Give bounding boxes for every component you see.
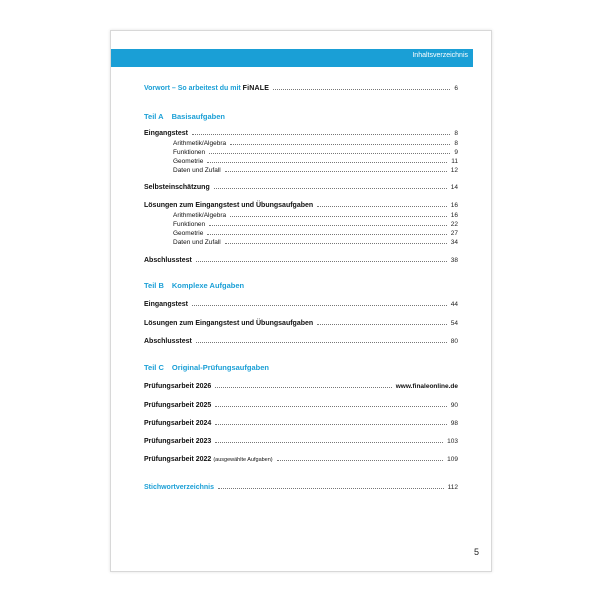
toc-page: 8 [454, 130, 458, 137]
header-bar [111, 49, 473, 67]
toc-label: Abschlusstest [144, 257, 192, 264]
toc-label: Prüfungsarbeit 2023 [144, 438, 212, 445]
leader-dots [207, 162, 447, 163]
header-title: Inhaltsverzeichnis [412, 52, 468, 59]
toc-entry-abschlusstest-a[interactable] [144, 254, 458, 264]
toc-label: Lösungen zum Eingangstest und Übungsaufgaben [144, 202, 314, 209]
leader-dots [209, 153, 450, 154]
toc-label: Prüfungsarbeit 2024 [144, 420, 212, 427]
leader-dots [196, 261, 447, 262]
toc-page: 8 [454, 140, 458, 147]
toc-entry-selbsteinschaetzung[interactable] [144, 181, 458, 191]
toc-page: 80 [450, 338, 458, 345]
toc-page: 16 [450, 212, 458, 219]
toc-label: Eingangstest [144, 130, 188, 137]
toc-page: 44 [450, 301, 458, 308]
toc-page: 22 [450, 221, 458, 228]
leader-dots [215, 424, 446, 425]
toc-label: Funktionen [173, 221, 206, 228]
toc-entry-stichwortverzeichnis[interactable] [144, 481, 458, 491]
leader-dots [192, 134, 450, 135]
leader-dots [277, 460, 444, 461]
toc-label: Lösungen zum Eingangstest und Übungsaufgaben [144, 320, 314, 327]
leader-dots [230, 216, 447, 217]
leader-dots [215, 406, 446, 407]
toc-entry-abschlusstest-b[interactable] [144, 335, 458, 345]
finale-logo: FiNALE [242, 85, 270, 92]
toc-page: 6 [454, 85, 458, 92]
toc-page: 14 [450, 184, 458, 191]
toc-label: Geometrie [173, 158, 204, 165]
leader-dots [192, 305, 447, 306]
toc-page: 54 [450, 320, 458, 327]
toc-subentry[interactable] [144, 236, 458, 246]
toc-entry-pruefung-2026[interactable] [144, 380, 458, 390]
toc-subentry[interactable] [144, 164, 458, 174]
toc-page: 12 [450, 167, 458, 174]
toc-page: 38 [450, 257, 458, 264]
leader-dots [218, 488, 444, 489]
section-title-teil-a: Teil A Basisaufgaben [144, 112, 225, 121]
toc-label: Eingangstest [144, 301, 188, 308]
leader-dots [215, 387, 391, 388]
toc-page-link[interactable]: www.finaleonline.de [395, 383, 458, 390]
toc-entry-pruefung-2022[interactable] [144, 453, 458, 463]
toc-label: Daten und Zufall [173, 239, 221, 246]
toc-label: Selbsteinschätzung [144, 184, 210, 191]
toc-entry-pruefung-2023[interactable] [144, 435, 458, 445]
toc-note: (ausgewählte Aufgaben) [213, 457, 273, 463]
toc-entry-pruefung-2025[interactable] [144, 399, 458, 409]
toc-label: Prüfungsarbeit 2026 [144, 383, 212, 390]
toc-page: 103 [447, 438, 458, 445]
toc-page: 109 [447, 456, 458, 463]
leader-dots [273, 89, 450, 90]
toc-page: 34 [450, 239, 458, 246]
leader-dots [225, 171, 447, 172]
leader-dots [317, 206, 447, 207]
toc-page: 11 [451, 158, 458, 165]
section-title-teil-b: Teil B Komplexe Aufgaben [144, 281, 245, 290]
leader-dots [317, 324, 447, 325]
toc-label: Arithmetik/Algebra [173, 212, 227, 219]
toc-entry-loesungen-b[interactable] [144, 317, 458, 327]
toc-page: 9 [454, 149, 458, 156]
section-title-teil-c: Teil C Original-Prüfungsaufgaben [144, 363, 269, 372]
toc-label: Geometrie [173, 230, 204, 237]
toc-entry-eingangstest-b[interactable] [144, 298, 458, 308]
leader-dots [209, 225, 447, 226]
toc-page: 27 [450, 230, 458, 237]
toc-entry-eingangstest-a[interactable] [144, 127, 458, 137]
toc-label: Prüfungsarbeit 2022 [144, 456, 212, 463]
leader-dots [215, 442, 443, 443]
leader-dots [196, 342, 447, 343]
toc-page: 112 [447, 484, 458, 491]
leader-dots [230, 144, 450, 145]
toc-entry-vorwort[interactable] [144, 82, 458, 92]
toc-entry-loesungen-a[interactable] [144, 199, 458, 209]
toc-label: Funktionen [173, 149, 206, 156]
page-number: 5 [473, 547, 479, 557]
toc-label: Stichwortverzeichnis [144, 484, 215, 491]
toc-label: Vorwort – So arbeitest du mit [144, 85, 241, 92]
leader-dots [207, 234, 446, 235]
toc-page: 16 [450, 202, 458, 209]
document-page [110, 30, 492, 572]
toc-label: Arithmetik/Algebra [173, 140, 227, 147]
toc-label: Prüfungsarbeit 2025 [144, 402, 212, 409]
toc-label: Abschlusstest [144, 338, 192, 345]
toc-page: 98 [450, 420, 458, 427]
toc-entry-pruefung-2024[interactable] [144, 417, 458, 427]
toc-label: Daten und Zufall [173, 167, 221, 174]
leader-dots [225, 243, 447, 244]
toc-page: 90 [450, 402, 458, 409]
leader-dots [214, 188, 447, 189]
